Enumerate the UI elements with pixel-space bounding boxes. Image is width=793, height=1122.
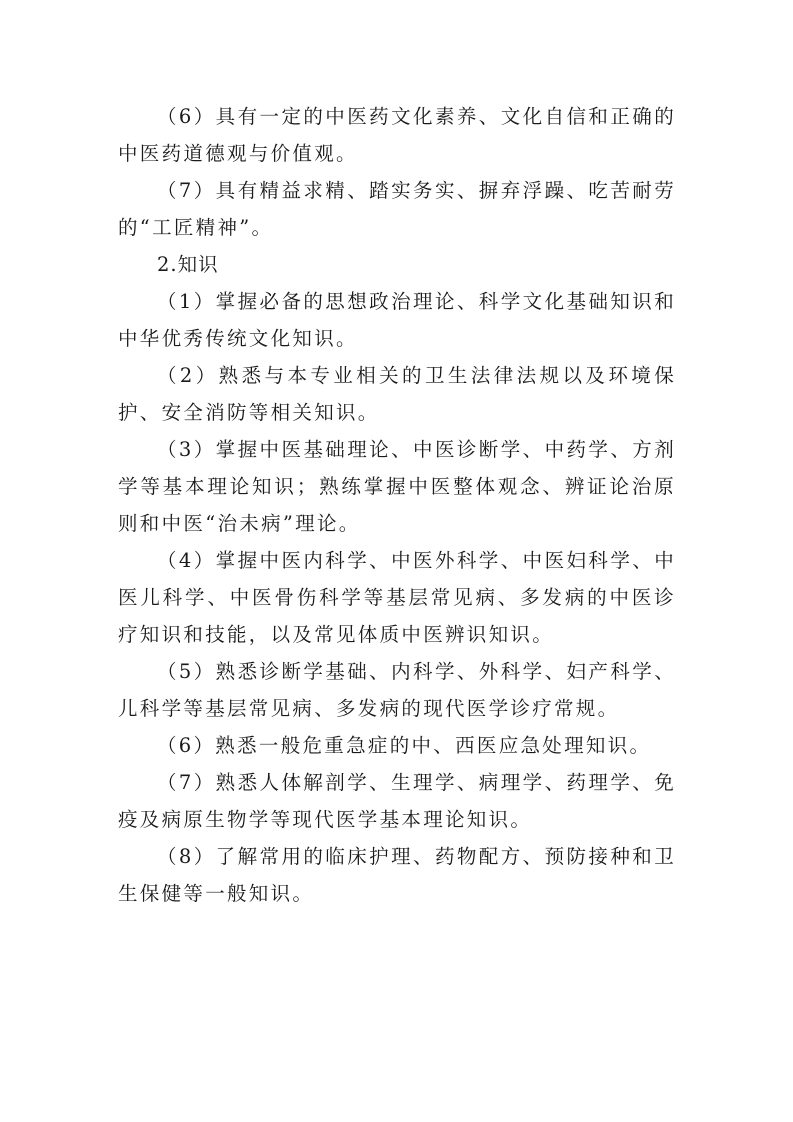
paragraph-knowledge-3: （3）掌握中医基础理论、中医诊断学、中药学、方剂学等基本理论知识；熟练掌握中医整体观念、辨证论治原则和中医“治未病”理论。 xyxy=(118,438,676,535)
paragraph-knowledge-7: （7）熟悉人体解剖学、生理学、病理学、药理学、免疫及病原生物学等现代医学基本理论知识。 xyxy=(118,771,676,831)
paragraph-attitude-7: （7）具有精益求精、踏实务实、摒弃浮躁、吃苦耐劳的“工匠精神”。 xyxy=(118,179,676,239)
document-body xyxy=(118,98,676,912)
paragraph-knowledge-1: （1）掌握必备的思想政治理论、科学文化基础知识和中华优秀传统文化知识。 xyxy=(118,290,676,350)
paragraph-knowledge-2: （2）熟悉与本专业相关的卫生法律法规以及环境保护、安全消防等相关知识。 xyxy=(118,364,676,424)
section-heading-knowledge: 2.知识 xyxy=(157,253,219,276)
paragraph-knowledge-5: （5）熟悉诊断学基础、内科学、外科学、妇产科学、儿科学等基层常见病、多发病的现代医学诊疗常规。 xyxy=(118,660,676,720)
paragraph-attitude-6: （6）具有一定的中医药文化素养、文化自信和正确的中医药道德观与价值观。 xyxy=(118,105,676,165)
paragraph-knowledge-4: （4）掌握中医内科学、中医外科学、中医妇科学、中医儿科学、中医骨伤科学等基层常见病、多发病的中医诊疗知识和技能，以及常见体质中医辨识知识。 xyxy=(118,549,676,646)
paragraph-knowledge-6: （6）熟悉一般危重急症的中、西医应急处理知识。 xyxy=(157,734,652,757)
paragraph-knowledge-8: （8）了解常用的临床护理、药物配方、预防接种和卫生保健等一般知识。 xyxy=(118,845,676,905)
